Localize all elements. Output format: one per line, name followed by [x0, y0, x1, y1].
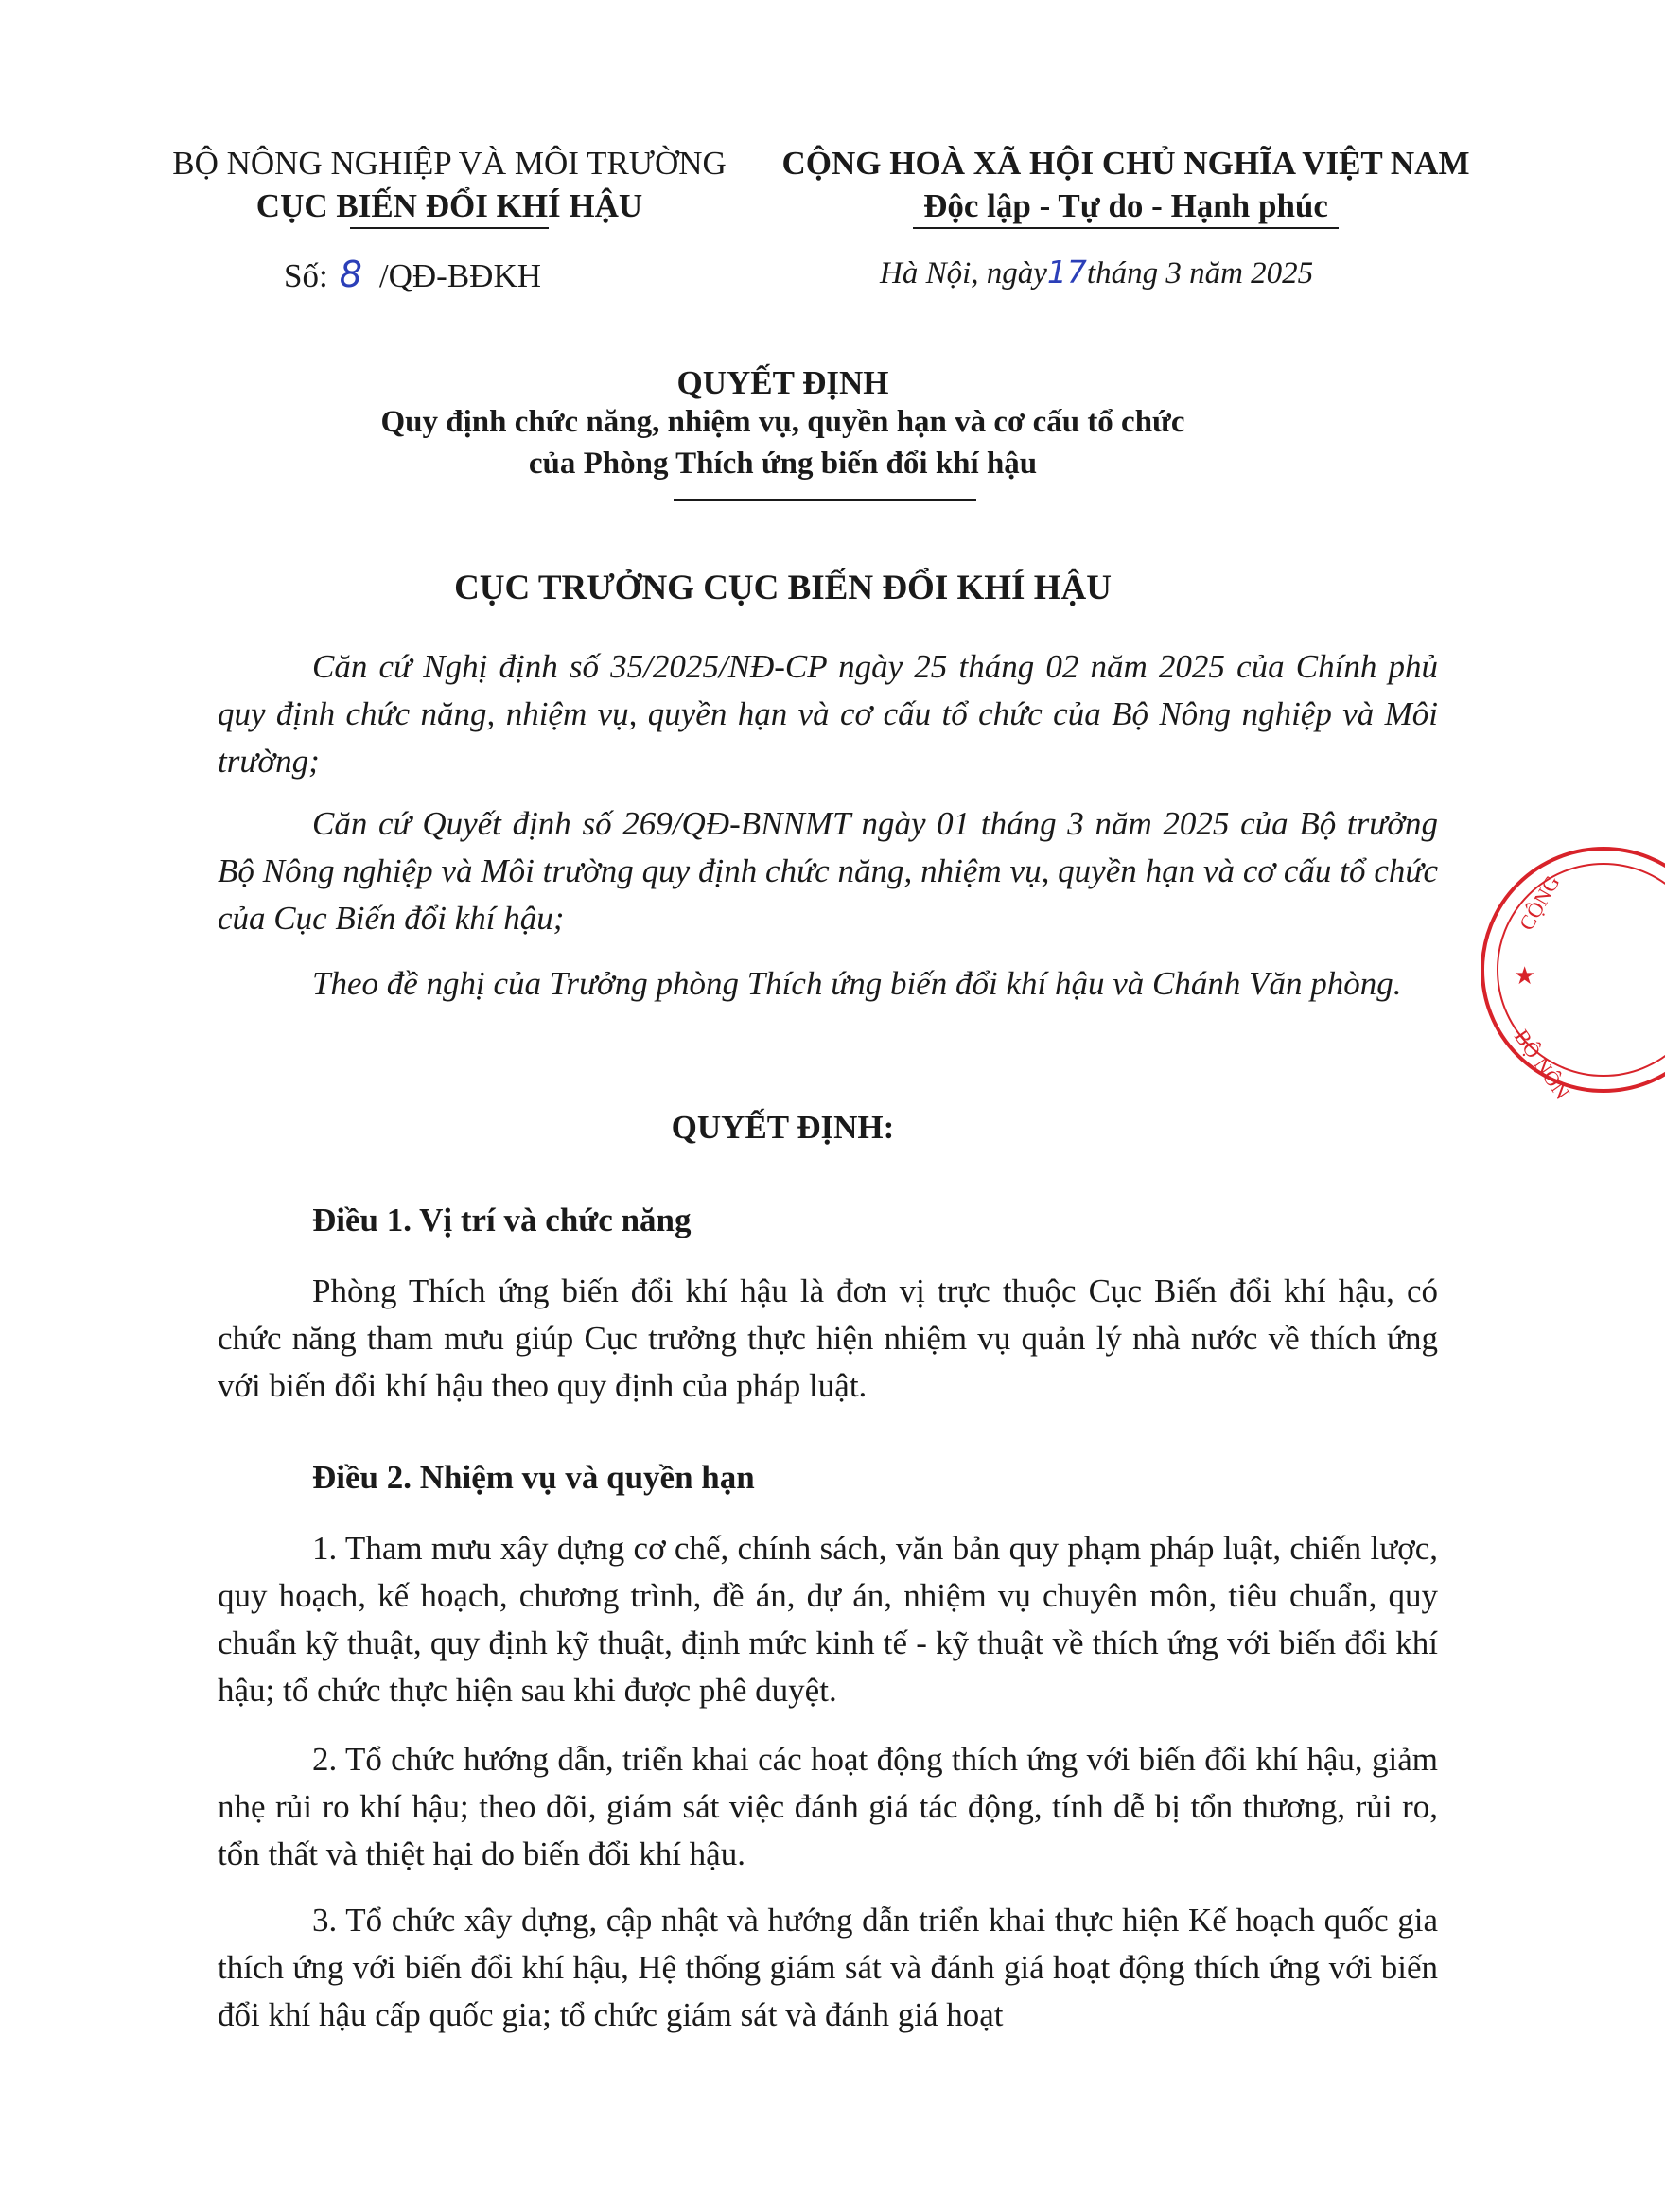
title-divider	[674, 499, 976, 501]
number-prefix: Số:	[284, 257, 328, 294]
article-1-text: Phòng Thích ứng biến đổi khí hậu là đơn vị trực thuộc Cục Biến đổi khí hậu, có chức năng tham mưu giúp Cục trưởng thực hiện nhiệm vụ quản lý nhà nước về thích ứng với biến đổi khí hậu theo quy định của pháp luật.	[218, 1273, 1438, 1404]
basis-paragraph-1: Căn cứ Nghị định số 35/2025/NĐ-CP ngày 25 tháng 02 năm 2025 của Chính phủ quy định chức năng, nhiệm vụ, quyền hạn và cơ cấu tổ chức của Bộ Nông nghiệp và Môi trường;	[218, 648, 1438, 780]
issuing-authority: CỤC TRƯỞNG CỤC BIẾN ĐỔI KHÍ HẬU	[454, 569, 1112, 607]
official-seal-fragment	[1476, 842, 1665, 1104]
article-2-item-3: 3. Tổ chức xây dựng, cập nhật và hướng dẫn triển khai thực hiện Kế hoạch quốc gia thích ứng với biến đổi khí hậu, Hệ thống giám sát và đánh giá hoạt động thích ứng với biến đổi khí hậu cấp quốc gia; tổ chức giám sát và đánh giá hoạt	[218, 1902, 1438, 2033]
document-number	[284, 254, 541, 295]
date-suffix: tháng 3 năm 2025	[1086, 256, 1314, 290]
country-name: CỘNG HOÀ XÃ HỘI CHỦ NGHĨA VIỆT NAM	[781, 145, 1470, 182]
agency-name: CỤC BIẾN ĐỔI KHÍ HẬU	[255, 187, 643, 224]
basis-paragraph-3: Theo đề nghị của Trưởng phòng Thích ứng biến đổi khí hậu và Chánh Văn phòng.	[312, 965, 1402, 1002]
number-suffix: /QĐ-BĐKH	[378, 257, 541, 294]
svg-text:CỘNG: CỘNG	[1514, 871, 1565, 935]
national-motto-block	[757, 142, 1495, 229]
basis-paragraph-2: Căn cứ Quyết định số 269/QĐ-BNNMT ngày 01 tháng 3 năm 2025 của Bộ trưởng Bộ Nông nghiệp và Môi trường quy định chức năng, nhiệm vụ, quyền hạn và cơ cấu tổ chức của Cục Biến đổi khí hậu;	[218, 805, 1438, 937]
svg-text:BỘ NÔN: BỘ NÔN	[1509, 1025, 1575, 1104]
motto-underline	[913, 227, 1339, 229]
date-prefix: Hà Nội, ngày	[880, 256, 1047, 290]
article-2-heading: Điều 2. Nhiệm vụ và quyền hạn	[312, 1459, 755, 1496]
decide-heading: QUYẾT ĐỊNH:	[671, 1109, 895, 1146]
seal-star: ★	[1514, 962, 1536, 990]
article-1-heading: Điều 1. Vị trí và chức năng	[312, 1202, 692, 1238]
issuing-agency-block	[147, 142, 752, 229]
agency-underline	[350, 227, 549, 229]
document-subject-line1: Quy định chức năng, nhiệm vụ, quyền hạn và cơ cấu tổ chức	[380, 405, 1185, 439]
national-motto: Độc lập - Tự do - Hạnh phúc	[923, 187, 1328, 224]
article-2-item-1: 1. Tham mưu xây dựng cơ chế, chính sách, văn bản quy phạm pháp luật, chiến lược, quy hoạch, kế hoạch, chương trình, đề án, dự án, nhiệm vụ chuyên môn, tiêu chuẩn, quy chuẩn kỹ thuật, quy định kỹ thuật, định mức kinh tế - kỹ thuật về thích ứng với biến đổi khí hậu; tổ chức thực hiện sau khi được phê duyệt.	[218, 1530, 1438, 1709]
ministry-name: BỘ NÔNG NGHIỆP VÀ MÔI TRƯỜNG	[172, 145, 727, 182]
handwritten-day: 17	[1046, 254, 1087, 290]
handwritten-number: 8	[339, 254, 362, 295]
document-subject-line2: của Phòng Thích ứng biến đổi khí hậu	[528, 447, 1038, 481]
article-2-item-2: 2. Tổ chức hướng dẫn, triển khai các hoạt động thích ứng với biến đổi khí hậu, giảm nhẹ rủi ro khí hậu; theo dõi, giám sát việc đánh giá tác động, tính dễ bị tổn thương, rủi ro, tổn thất và thiệt hại do biến đổi khí hậu.	[218, 1741, 1438, 1872]
document-type-title: QUYẾT ĐỊNH	[676, 364, 889, 401]
document-date	[880, 254, 1313, 291]
